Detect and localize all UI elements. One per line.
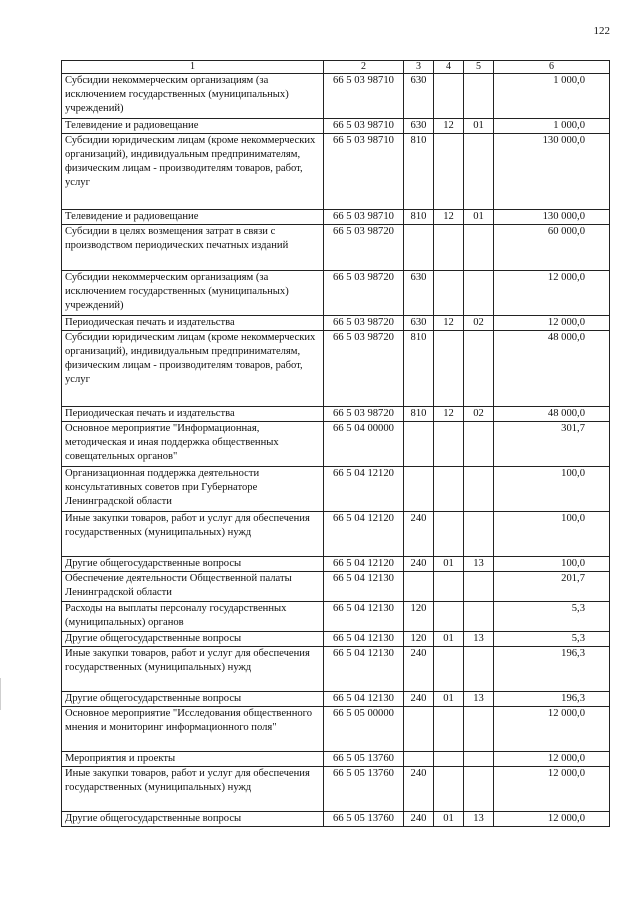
row-pr-cell: 01 [464, 210, 494, 225]
row-csr-cell: 66 5 03 98710 [324, 210, 404, 225]
row-name-cell: Другие общегосударственные вопросы [62, 692, 324, 707]
row-csr-cell: 66 5 05 13760 [324, 812, 404, 827]
row-vr-cell: 810 [404, 331, 434, 407]
row-csr-cell: 66 5 03 98720 [324, 331, 404, 407]
row-vr-cell: 810 [404, 134, 434, 210]
row-vr-cell: 240 [404, 767, 434, 812]
row-rz-cell [434, 707, 464, 752]
row-rz-cell [434, 225, 464, 271]
column-header: 1 [62, 61, 324, 74]
row-sum-cell: 5,3 [494, 632, 610, 647]
row-vr-cell: 240 [404, 557, 434, 572]
column-header: 5 [464, 61, 494, 74]
table-row [62, 512, 610, 557]
row-vr-cell: 240 [404, 692, 434, 707]
row-csr-cell: 66 5 03 98720 [324, 225, 404, 271]
row-csr-cell: 66 5 04 12120 [324, 512, 404, 557]
table-row [62, 707, 610, 752]
table-row [62, 119, 610, 134]
row-sum-cell: 48 000,0 [494, 407, 610, 422]
table-row [62, 632, 610, 647]
column-header: 4 [434, 61, 464, 74]
row-pr-cell [464, 271, 494, 316]
row-name-cell: Обеспечение деятельности Общественной палаты Ленинградской области [62, 572, 324, 602]
row-pr-cell [464, 767, 494, 812]
row-sum-cell: 301,7 [494, 422, 610, 467]
row-name-cell: Организационная поддержка деятельности консультативных советов при Губернаторе Ленинградской области [62, 467, 324, 512]
row-vr-cell: 240 [404, 647, 434, 692]
row-rz-cell [434, 422, 464, 467]
table-row [62, 316, 610, 331]
row-pr-cell: 02 [464, 407, 494, 422]
row-vr-cell [404, 572, 434, 602]
row-name-cell: Другие общегосударственные вопросы [62, 557, 324, 572]
row-rz-cell: 01 [434, 692, 464, 707]
row-vr-cell: 630 [404, 119, 434, 134]
row-name-cell: Субсидии юридическим лицам (кроме некоммерческих организаций), индивидуальным предпринимателям, физическим лицам - производителям товаров, работ, услуг [62, 331, 324, 407]
table-row [62, 422, 610, 467]
row-csr-cell: 66 5 03 98710 [324, 119, 404, 134]
row-sum-cell: 100,0 [494, 512, 610, 557]
row-name-cell: Субсидии некоммерческим организациям (за исключением государственных (муниципальных) учреждений) [62, 271, 324, 316]
table-row [62, 74, 610, 119]
table-row [62, 467, 610, 512]
row-sum-cell: 12 000,0 [494, 707, 610, 752]
row-csr-cell: 66 5 03 98720 [324, 407, 404, 422]
row-rz-cell [434, 767, 464, 812]
row-rz-cell: 12 [434, 210, 464, 225]
row-pr-cell [464, 752, 494, 767]
row-sum-cell: 196,3 [494, 647, 610, 692]
row-vr-cell [404, 225, 434, 271]
row-pr-cell: 02 [464, 316, 494, 331]
row-pr-cell: 13 [464, 557, 494, 572]
row-name-cell: Периодическая печать и издательства [62, 407, 324, 422]
budget-table [61, 60, 610, 827]
row-pr-cell [464, 647, 494, 692]
row-sum-cell: 1 000,0 [494, 119, 610, 134]
table-row [62, 271, 610, 316]
row-csr-cell: 66 5 04 12130 [324, 647, 404, 692]
row-name-cell: Иные закупки товаров, работ и услуг для обеспечения государственных (муниципальных) нужд [62, 512, 324, 557]
row-csr-cell: 66 5 04 12120 [324, 557, 404, 572]
table-row [62, 752, 610, 767]
table-row [62, 692, 610, 707]
row-vr-cell: 630 [404, 271, 434, 316]
row-rz-cell: 12 [434, 316, 464, 331]
row-pr-cell [464, 225, 494, 271]
row-sum-cell: 1 000,0 [494, 74, 610, 119]
row-csr-cell: 66 5 03 98710 [324, 74, 404, 119]
row-vr-cell [404, 422, 434, 467]
row-rz-cell: 12 [434, 407, 464, 422]
table-row [62, 572, 610, 602]
row-pr-cell: 13 [464, 692, 494, 707]
row-pr-cell [464, 467, 494, 512]
row-rz-cell [434, 647, 464, 692]
row-pr-cell [464, 572, 494, 602]
row-sum-cell: 130 000,0 [494, 210, 610, 225]
row-pr-cell [464, 331, 494, 407]
table-header-row [62, 61, 610, 74]
row-name-cell: Иные закупки товаров, работ и услуг для обеспечения государственных (муниципальных) нужд [62, 767, 324, 812]
row-vr-cell: 630 [404, 316, 434, 331]
row-rz-cell [434, 572, 464, 602]
table-row [62, 407, 610, 422]
row-sum-cell: 12 000,0 [494, 752, 610, 767]
table-row [62, 134, 610, 210]
row-pr-cell [464, 422, 494, 467]
scan-edge-mark [0, 678, 5, 710]
row-csr-cell: 66 5 04 12130 [324, 602, 404, 632]
row-pr-cell [464, 74, 494, 119]
row-vr-cell: 810 [404, 210, 434, 225]
row-sum-cell: 60 000,0 [494, 225, 610, 271]
row-sum-cell: 201,7 [494, 572, 610, 602]
row-pr-cell [464, 602, 494, 632]
row-rz-cell [434, 467, 464, 512]
row-sum-cell: 12 000,0 [494, 812, 610, 827]
row-csr-cell: 66 5 04 12130 [324, 572, 404, 602]
row-rz-cell [434, 331, 464, 407]
row-sum-cell: 100,0 [494, 467, 610, 512]
row-sum-cell: 12 000,0 [494, 271, 610, 316]
row-name-cell: Расходы на выплаты персоналу государственных (муниципальных) органов [62, 602, 324, 632]
row-name-cell: Другие общегосударственные вопросы [62, 812, 324, 827]
page-number: 122 [593, 25, 610, 37]
column-header: 3 [404, 61, 434, 74]
row-rz-cell: 12 [434, 119, 464, 134]
row-name-cell: Иные закупки товаров, работ и услуг для обеспечения государственных (муниципальных) нужд [62, 647, 324, 692]
row-csr-cell: 66 5 05 13760 [324, 767, 404, 812]
row-csr-cell: 66 5 03 98720 [324, 271, 404, 316]
table-row [62, 557, 610, 572]
row-pr-cell: 01 [464, 119, 494, 134]
table-row [62, 647, 610, 692]
row-rz-cell: 01 [434, 812, 464, 827]
row-sum-cell: 12 000,0 [494, 316, 610, 331]
row-pr-cell: 13 [464, 632, 494, 647]
table-row [62, 767, 610, 812]
row-vr-cell [404, 467, 434, 512]
table-row [62, 225, 610, 271]
row-vr-cell: 120 [404, 602, 434, 632]
table-row [62, 812, 610, 827]
row-csr-cell: 66 5 04 12120 [324, 467, 404, 512]
row-csr-cell: 66 5 03 98710 [324, 134, 404, 210]
row-name-cell: Субсидии юридическим лицам (кроме некоммерческих организаций), индивидуальным предпринимателям, физическим лицам - производителям товаров, работ, услуг [62, 134, 324, 210]
row-sum-cell: 5,3 [494, 602, 610, 632]
row-name-cell: Телевидение и радиовещание [62, 119, 324, 134]
row-vr-cell: 810 [404, 407, 434, 422]
row-rz-cell [434, 512, 464, 557]
row-sum-cell: 12 000,0 [494, 767, 610, 812]
column-header: 2 [324, 61, 404, 74]
row-vr-cell: 120 [404, 632, 434, 647]
row-pr-cell: 13 [464, 812, 494, 827]
row-name-cell: Другие общегосударственные вопросы [62, 632, 324, 647]
row-sum-cell: 100,0 [494, 557, 610, 572]
row-pr-cell [464, 707, 494, 752]
row-name-cell: Субсидии в целях возмещения затрат в связи с производством периодических печатных изданий [62, 225, 324, 271]
row-name-cell: Мероприятия и проекты [62, 752, 324, 767]
row-sum-cell: 48 000,0 [494, 331, 610, 407]
table-row [62, 602, 610, 632]
row-name-cell: Периодическая печать и издательства [62, 316, 324, 331]
row-sum-cell: 196,3 [494, 692, 610, 707]
row-rz-cell [434, 602, 464, 632]
row-vr-cell [404, 707, 434, 752]
row-name-cell: Телевидение и радиовещание [62, 210, 324, 225]
row-rz-cell: 01 [434, 632, 464, 647]
row-rz-cell [434, 752, 464, 767]
row-csr-cell: 66 5 05 13760 [324, 752, 404, 767]
column-header: 6 [494, 61, 610, 74]
row-vr-cell: 630 [404, 74, 434, 119]
row-csr-cell: 66 5 05 00000 [324, 707, 404, 752]
row-vr-cell: 240 [404, 512, 434, 557]
row-rz-cell [434, 271, 464, 316]
row-sum-cell: 130 000,0 [494, 134, 610, 210]
row-csr-cell: 66 5 03 98720 [324, 316, 404, 331]
row-vr-cell: 240 [404, 812, 434, 827]
row-csr-cell: 66 5 04 00000 [324, 422, 404, 467]
row-name-cell: Основное мероприятие "Исследования общественного мнения и мониторинг информационного поля" [62, 707, 324, 752]
table-row [62, 331, 610, 407]
row-csr-cell: 66 5 04 12130 [324, 692, 404, 707]
row-rz-cell: 01 [434, 557, 464, 572]
row-rz-cell [434, 74, 464, 119]
row-csr-cell: 66 5 04 12130 [324, 632, 404, 647]
row-pr-cell [464, 512, 494, 557]
row-name-cell: Основное мероприятие "Информационная, методическая и иная поддержка общественных совещательных органов" [62, 422, 324, 467]
row-name-cell: Субсидии некоммерческим организациям (за исключением государственных (муниципальных) учреждений) [62, 74, 324, 119]
table-row [62, 210, 610, 225]
row-pr-cell [464, 134, 494, 210]
row-vr-cell [404, 752, 434, 767]
row-rz-cell [434, 134, 464, 210]
